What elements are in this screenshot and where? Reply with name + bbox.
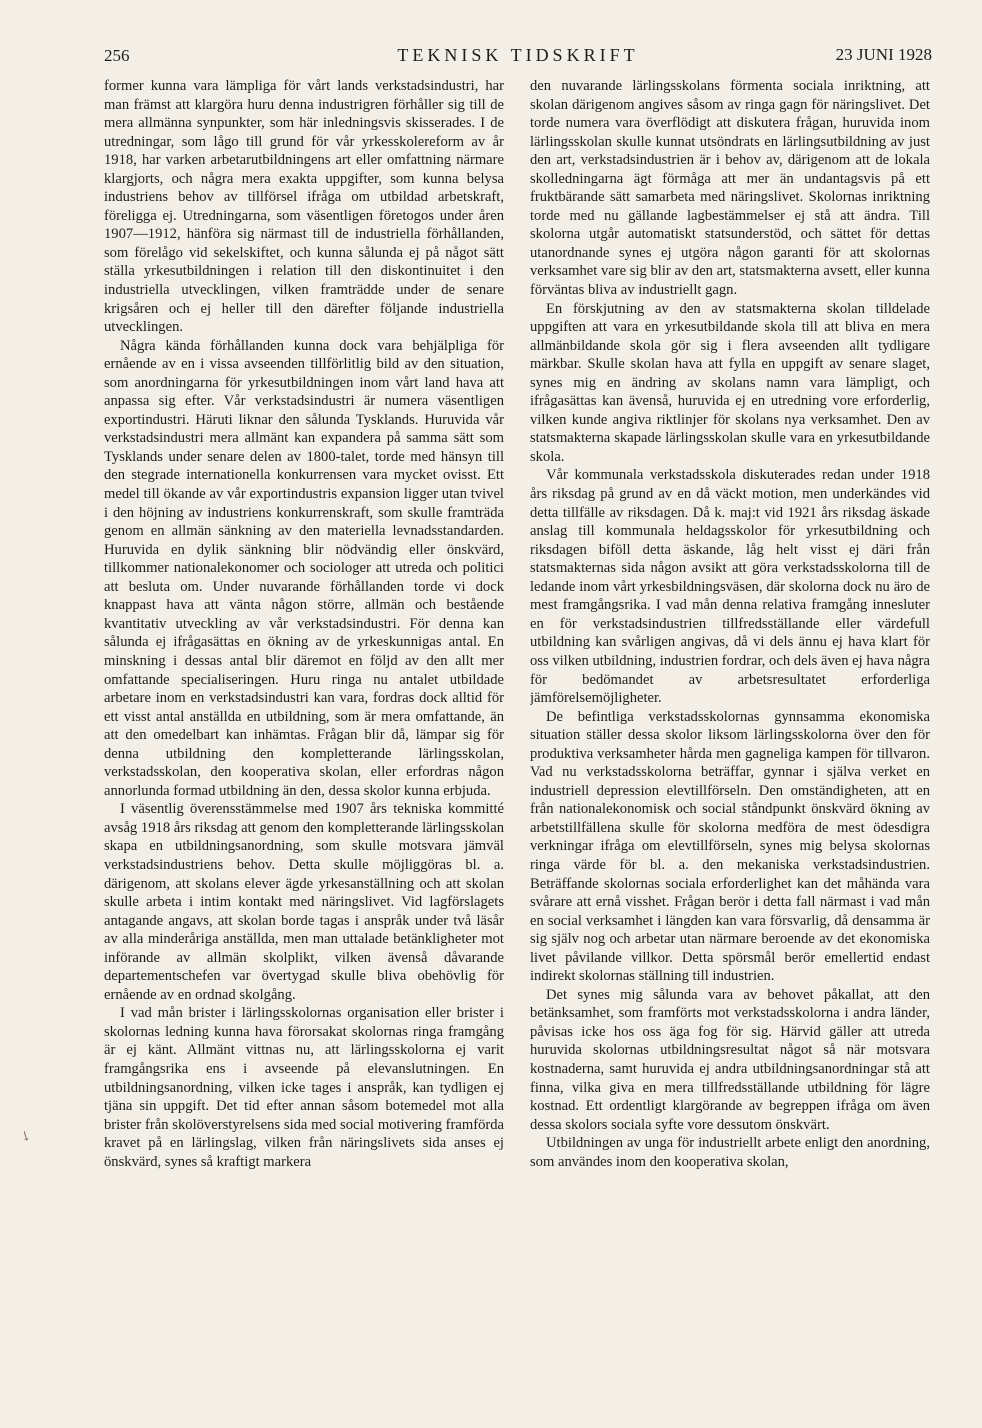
paragraph: Utbildningen av unga för industriellt arbete enligt den anordning, som användes inom den kooperativa skolan,: [530, 1135, 930, 1170]
paragraph: I väsentlig överensstämmelse med 1907 års tekniska kommitté avsåg 1918 års riksdag att genom den kompletterande lärlingsskolan skapa en utbildningsanordning, som skulle motsvara jämväl verkstadsindustriens behov. Detta skulle möjliggöras bl. a. därigenom, att skolans elever ägde yrkesanställning och att skolan skulle arbeta i intim kontakt med näringslivet. Vid lagförslagets antagande angavs, att skolan borde tagas i anspråk under två läsår av alla minderåriga anställda, men man uttalade betänkligheter mot införande av allmän skolplikt, vilken ävenså dåvarande departementschefen var övertygad skulle bliva obehövlig för ernående av en ordnad skolgång.: [104, 801, 504, 1003]
journal-title: TEKNISK TIDSKRIFT: [397, 45, 639, 65]
paragraph: En förskjutning av den av statsmakterna skolan tilldelade uppgiften att vara en yrkesutbildande skola till att bliva en mera allmänbildande skola gör sig i flera avseenden allt tydligare märkbar. Skulle skolan hava att fylla en uppgift av senare slaget, synes mig en ändring av skolans namn vara lämpligt, och ifrågasättas kan ävenså, huruvida ej en utredning vore erforderlig, vilken kunde angiva riktlinjer för skolans nya verksamhet. Den av statsmakterna skapade lärlingsskolan skulle vara en yrkesutbildande skola.: [530, 300, 930, 465]
paragraph: former kunna vara lämpliga för vårt lands verkstadsindustri, har man främst att klargöra huru denna industrigren förhåller sig till de mera allmänna synpunkter, som här inledningsvis skisserades. I de utredningar, som lågo till grund för vår yrkesskolereform av år 1918, har varken arbetarutbildningens art eller omfattning närmare klargjorts, och några mera exakta uppgifter, som kunna belysa industriens behov av tillförsel ifråga om utbildad arbetskraft, föreligga ej. Utredningarna, som väsentligen företogos under åren 1907—1912, hänföra sig närmast till de industriella förhållanden, som förelågo vid sekelskiftet, och kunna sålunda ej på något sätt ställa yrkesutbildningen i relation till den diskontinuitet i den industriella utvecklingen, vilken framträdde under de senare krigsåren och ej heller till den därefter följande industriella utvecklingen.: [104, 78, 504, 336]
paragraph: den nuvarande lärlingsskolans förmenta sociala inriktning, att skolan därigenom angives såsom av ringa gagn för näringslivet. Det torde numera vara överflödigt att diskutera frågan, huruvida inom lärlingsskolan skulle kunnat utsöndrats en lärlingsutbildning av just den art, verkstadsindustrien är i behov av, därigenom att de lokala skolledningarna ägt förmåga att mer än undantagsvis på ett fruktbärande sätt samarbeta med näringslivet. Skolornas inriktning torde med nu gällande lagbestämmelser ej stå att ändra. Till skolorna utgår automatiskt statsunderstöd, och sättet för dettas utanordnande synes ej utgöra någon garanti för att skolornas verksamhet vare sig blir av den art, statsmakterna avsett, eller kunna förväntas bliva av industriellt gagn.: [530, 78, 930, 299]
paragraph: I vad mån brister i lärlingsskolornas organisation eller brister i skolornas ledning kunna hava förorsakat skolornas ringa framgång är ej känt. Allmänt vittnas nu, att lärlingsskolorna ej varit framgångsrika ens i avseende på elevanslutningen. En utbildningsanordning, vilken icke tages i anspråk, kan tydligen ej tjäna sin uppgift. Det tid efter annan såsom botemedel mot alla brister från skolöverstyrelsens sida med social motivering framförda kravet på en lärlingslag, vilken från näringslivets sida anses ej önskvärd, synes så kraftigt markera: [104, 1005, 504, 1170]
left-column: [104, 77, 504, 1417]
page-header: [104, 44, 932, 76]
margin-pencil-mark: ↘: [17, 1126, 35, 1145]
right-column: [530, 77, 930, 1417]
page-number: 256: [104, 46, 130, 65]
paragraph: Det synes mig sålunda vara av behovet påkallat, att den betänksamhet, som framförts mot verkstadsskolorna i andra länder, påvisas icke hos oss äga fog för sig. Härvid gäller att utreda huruvida skolornas utbildningsresultat något så när motsvara kostnaderna, samt huruvida ej andra utbildningsanordningar stå att finna, vilka giva en mera tillfredsställande utbildning för lägre kostnad. Ett ordentligt klargörande av begreppen ifråga om även dessa skolors sociala syfte vore dessutom önskvärt.: [530, 986, 930, 1133]
paragraph: Några kända förhållanden kunna dock vara behjälpliga för ernående av en i vissa avseenden tillförlitlig bild av den situation, som anordningarna för yrkesutbildningen inom vårt land hava att anpassa sig efter. Vår verkstadsindustri är numera väsentligen exportindustri. Häruti liknar den sålunda Tysklands. Huruvida vår verkstadsindustri mera allmänt kan expandera på samma sätt som Tysklands under senare delen av 1800-talet, torde med hänsyn till den stegrade internationella konkurrensen vara mycket ovisst. Ett medel till ökande av vår exportindustris expansion ligger utan tvivel i den höjning av industriens konkurrenskraft, som skulle framträda genom en allmän sänkning av den materiella levnadsstandarden. Huruvida en dylik sänkning blir nödvändig eller önskvärd, tillkommer nationalekonomer och sociologer att utreda och politici att besluta om. Under nuvarande förhållanden torde vi dock knappast hava att vänta någon större, allmän och bestående kvantitativ utveckling av vår verkstadsindustri. För denna kan sålunda ej ifrågasättas en ökning av de yrkeskunnigas antal. En minskning i dessas antal blir däremot en följd av den allt mer omfattande specialiseringen. Huru ringa nu antalet utbildade arbetare inom en verkstadsindustri kan vara, fordras dock alltid för ett visst antal anställda en utbildning, som är mera omfattande, än att den omedelbart kan inhämtas. Frågan blir då, lämpar sig för denna utbildning den kompletterande lärlingsskolan, verkstadsskolan, den kooperativa skolan, eller erfordras någon annorlunda formad utbildning än den, dessa skolor kunna erbjuda.: [104, 337, 504, 799]
issue-date: 23 JUNI 1928: [835, 45, 932, 64]
paragraph: De befintliga verkstadsskolornas gynnsamma ekonomiska situation ställer dessa skolor liksom lärlingsskolorna över den för produktiva verksamheter hårda men gagneliga kampen för tillvaron. Vad nu verkstadsskolorna beträffar, gynnar i själva verket en industriell depression elevtillförseln. Den omständigheten, att en från nationalekonomisk och social ståndpunkt önskvärd ökning av arbetstillfällena skulle för skolorna medföra de mest ödesdigra verkningar ifråga om elevtillförseln, synes mig belysa skolornas ringa värde för bl. a. den mekaniska verkstadsindustrien. Beträffande skolornas sociala erforderlighet kan det måhända vara svårare att ernå visshet. Frågan berör i detta fall närmast i vad mån en social verksamhet i längden kan vara försvarlig, då densamma är sig själv nog och arbetar utan närmare beroende av det ekonomiska livet påvilande villkor. Detta spörsmål berör emellertid endast indirekt skolornas ställning till industrien.: [530, 708, 930, 985]
paragraph: Vår kommunala verkstadsskola diskuterades redan under 1918 års riksdag på grund av en då väckt motion, men underkändes vid detta tillfälle av riksdagen. Då k. maj:t vid 1921 års riksdag äskade anslag till kommunala heldagsskolor för yrkesutbildning och riksdagen biföll detta äskande, låg helt visst ej däri från statsmakternas sida någon avsikt att göra verkstadsskolorna till de ledande inom vårt yrkesbildningsväsen, där skolorna dock nu äro de mest framgångsrika. I vad mån denna relativa framgång innesluter en för verkstadsindustrien tillfredsställande eller värdefull utbildning kan svårligen angivas, då vi dels ännu ej hava klart för oss vilken utbildning, industrien fordrar, och dels även ej hava några för bedömandet av arbetsresultatet erforderliga jämförelsemöjligheter.: [530, 467, 930, 707]
